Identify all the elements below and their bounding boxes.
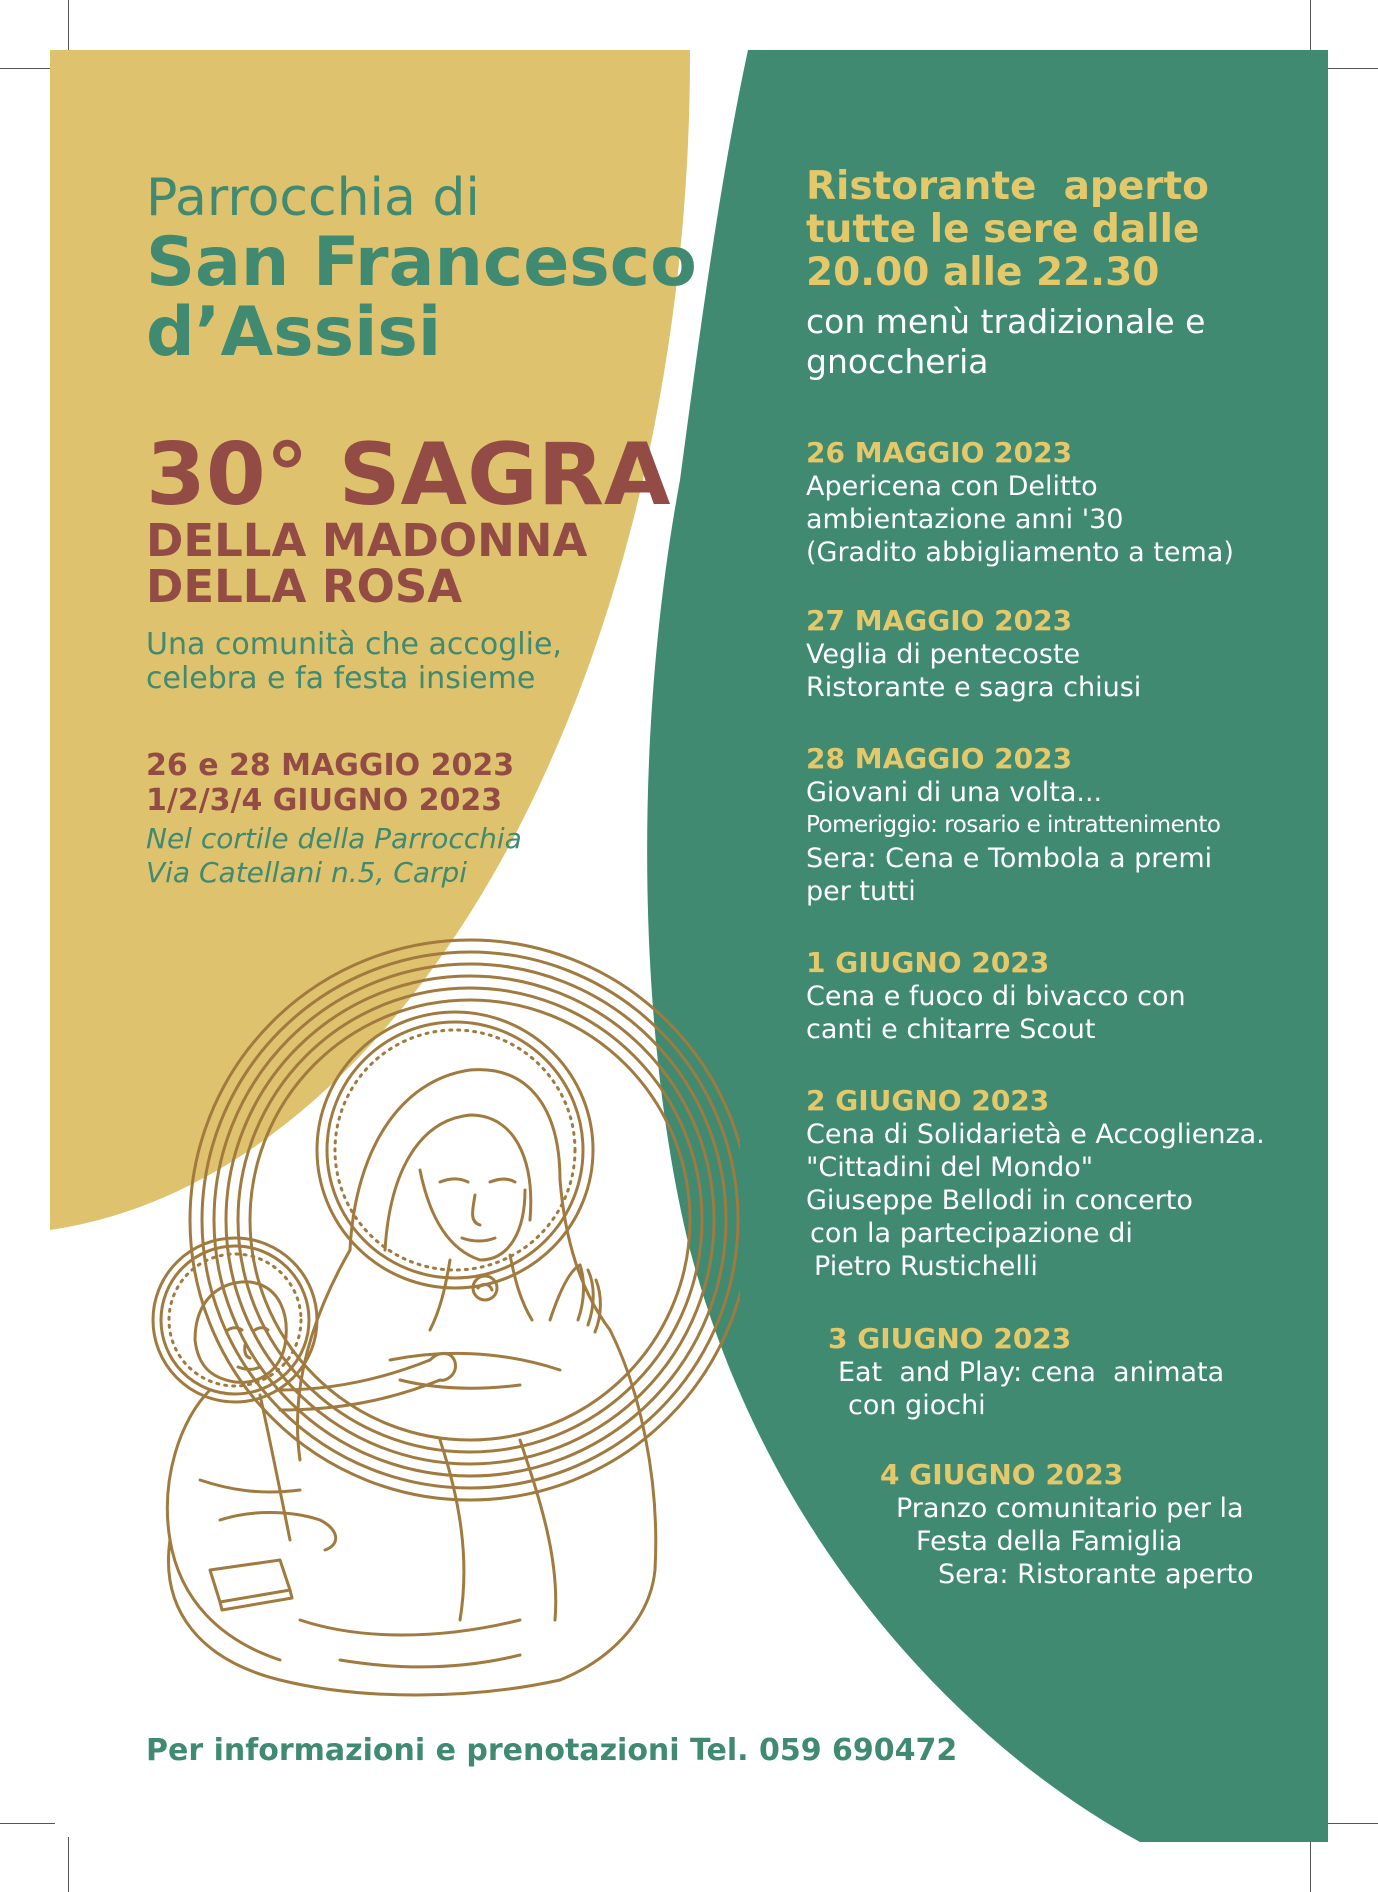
crop-mark: [1323, 68, 1378, 69]
event-date: 26 MAGGIO 2023: [806, 436, 1073, 469]
festival-dates-line1: 26 e 28 MAGGIO 2023: [146, 748, 515, 783]
event-line: Sera: Cena e Tombola a premi: [806, 843, 1213, 874]
crop-mark: [68, 1837, 69, 1892]
crop-mark: [0, 1823, 55, 1824]
event-line: per tutti: [806, 876, 916, 907]
sagra-subtitle-line2: DELLA ROSA: [146, 560, 463, 613]
event-line: Giovani di una volta...: [806, 777, 1103, 808]
event-26-maggio: [806, 436, 1234, 569]
event-date: 28 MAGGIO 2023: [806, 742, 1073, 775]
sagra-subtitle: [146, 514, 706, 613]
event-line: canti e chitarre Scout: [806, 1014, 1096, 1045]
event-date: 4 GIUGNO 2023: [880, 1458, 1124, 1491]
parish-name-line1: San Francesco: [146, 223, 697, 302]
event-line: (Gradito abbigliamento a tema): [806, 537, 1234, 568]
event-line: Pranzo comunitario per la: [896, 1493, 1244, 1524]
event-line: Veglia di pentecoste: [806, 639, 1081, 670]
tagline-line2: celebra e fa festa insieme: [146, 661, 536, 696]
crop-mark: [1310, 1837, 1311, 1892]
event-27-maggio: [806, 604, 1141, 704]
restaurant-title-line1: Ristorante aperto: [806, 164, 1209, 209]
halo-rings: [190, 940, 740, 1500]
madonna-and-child-illustration: [140, 920, 740, 1700]
sagra-title: 30° SAGRA: [146, 425, 671, 525]
crop-mark: [0, 68, 55, 69]
crop-mark: [1323, 1823, 1378, 1824]
tagline-line1: Una comunità che accoglie,: [146, 627, 562, 662]
event-line: Cena e fuoco di bivacco con: [806, 981, 1186, 1012]
crop-mark: [68, 0, 69, 55]
event-line: Giuseppe Bellodi in concerto: [806, 1185, 1193, 1216]
event-line: Cena di Solidarietà e Accoglienza.: [806, 1119, 1265, 1150]
event-line: Apericena con Delitto: [806, 471, 1098, 502]
event-line: con la partecipazione di: [810, 1218, 1133, 1249]
event-3-giugno: [828, 1322, 1224, 1422]
event-line: ambientazione anni '30: [806, 504, 1124, 535]
event-4-giugno: [880, 1458, 1254, 1591]
event-date: 1 GIUGNO 2023: [806, 946, 1050, 979]
location-line2: Via Catellani n.5, Carpi: [146, 856, 468, 889]
location: [146, 822, 522, 890]
restaurant-desc-line2: gnoccheria: [806, 342, 989, 381]
event-line: Pietro Rustichelli: [814, 1251, 1038, 1282]
event-line: "Cittadini del Mondo": [806, 1152, 1094, 1183]
event-line: Sera: Ristorante aperto: [938, 1559, 1254, 1590]
restaurant-desc-line1: con menù tradizionale e: [806, 302, 1206, 341]
event-date: 27 MAGGIO 2023: [806, 604, 1073, 637]
parish-name-line2: d’Assisi: [146, 293, 442, 372]
event-date: 2 GIUGNO 2023: [806, 1084, 1050, 1117]
event-line: Ristorante e sagra chiusi: [806, 672, 1142, 703]
festival-dates: [146, 748, 514, 818]
restaurant-title-line3: 20.00 alle 22.30: [806, 250, 1160, 295]
crop-mark: [1310, 0, 1311, 55]
tagline: [146, 628, 666, 696]
event-28-maggio: [806, 742, 1220, 908]
festival-dates-line2: 1/2/3/4 GIUGNO 2023: [146, 783, 503, 818]
event-line: con giochi: [848, 1390, 986, 1421]
restaurant-description: [806, 302, 1226, 382]
event-2-giugno: [806, 1084, 1265, 1283]
event-line: Pomeriggio: rosario e intrattenimento: [806, 812, 1221, 838]
parish-intro: Parrocchia di: [146, 168, 480, 228]
restaurant-hours-title: [806, 165, 1226, 294]
restaurant-title-line2: tutte le sere dalle: [806, 207, 1200, 252]
sagra-subtitle-line1: DELLA MADONNA: [146, 514, 588, 567]
contact-info: Per informazioni e prenotazioni Tel. 059 690472: [146, 1733, 958, 1768]
event-line: Festa della Famiglia: [916, 1526, 1183, 1557]
event-1-giugno: [806, 946, 1186, 1046]
location-line1: Nel cortile della Parrocchia: [146, 822, 522, 855]
event-line: Eat and Play: cena animata: [838, 1357, 1225, 1388]
event-date: 3 GIUGNO 2023: [828, 1322, 1072, 1355]
parish-name: [146, 223, 706, 372]
